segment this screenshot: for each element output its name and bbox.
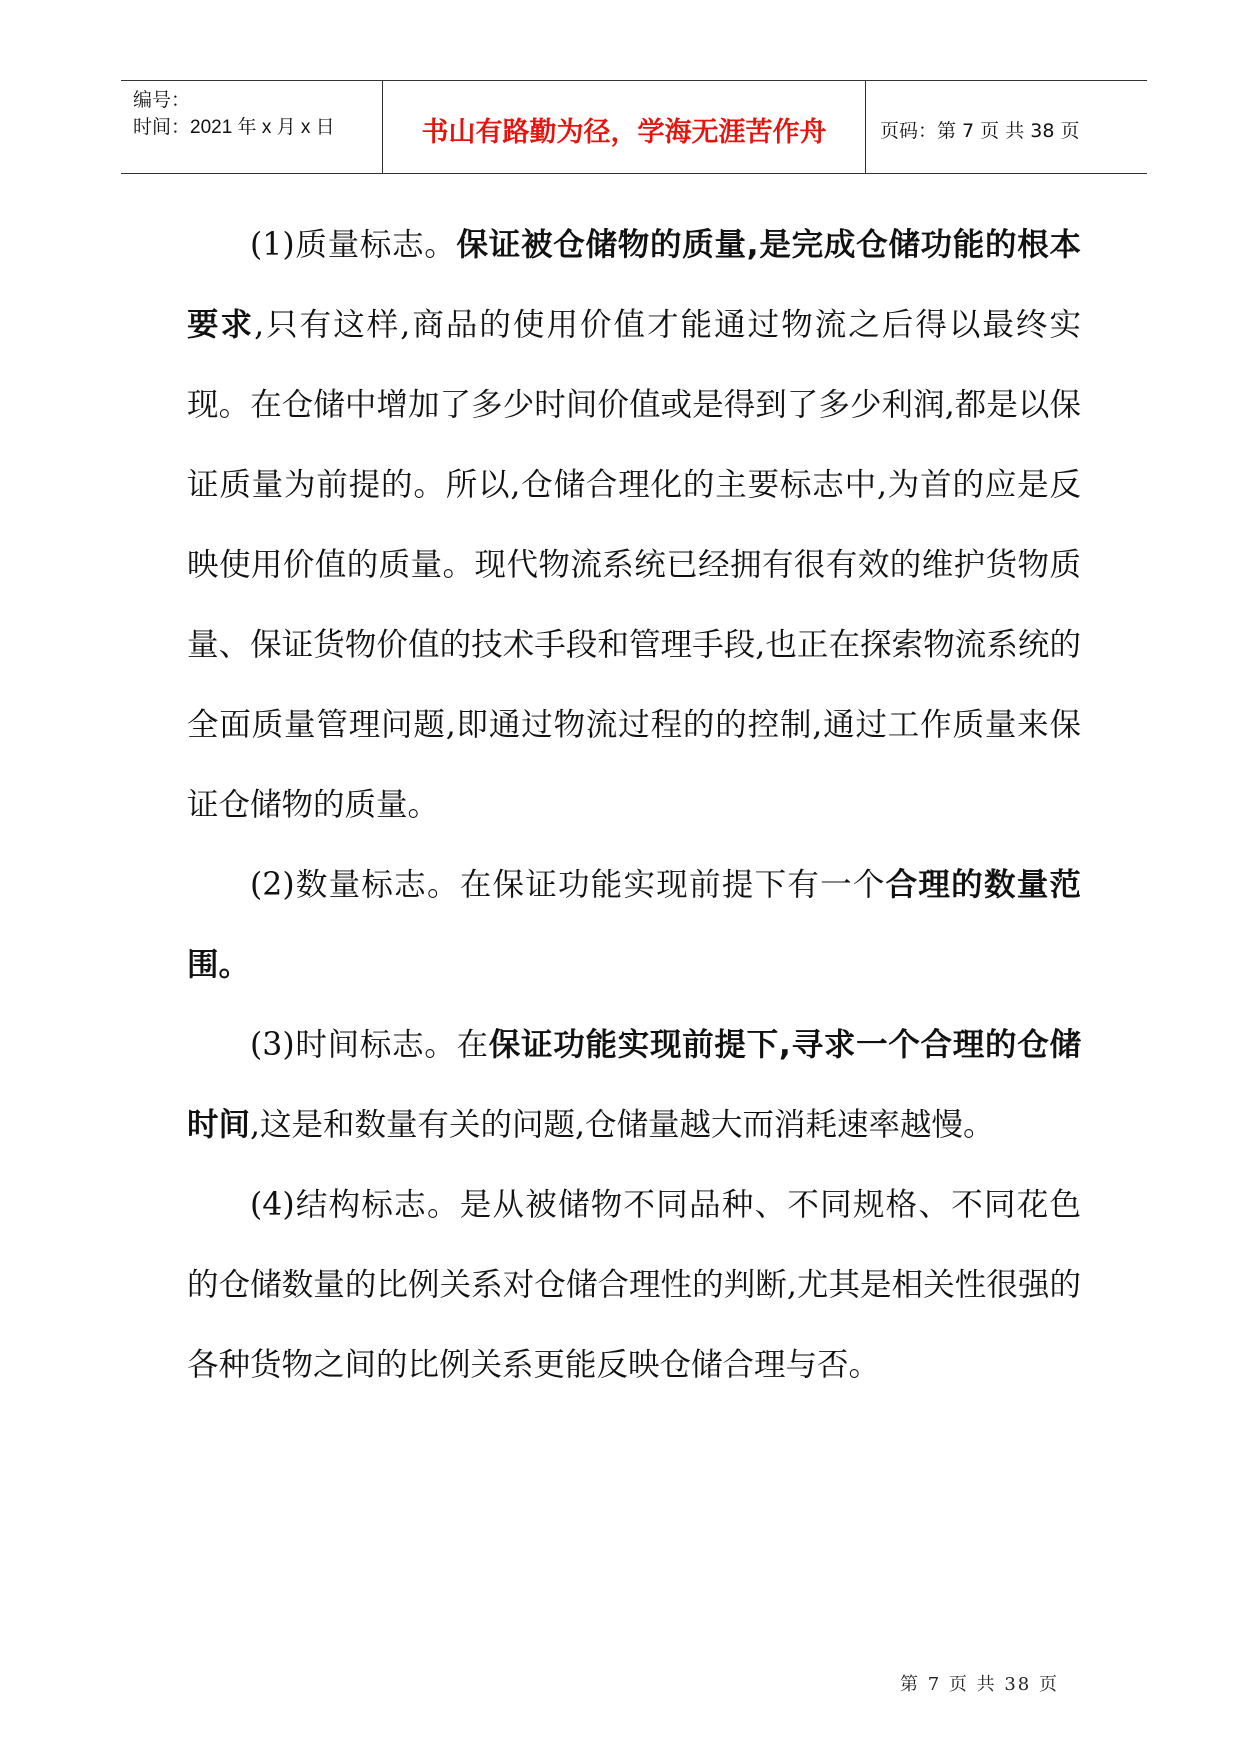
paragraph-quality — [187, 205, 1081, 845]
header-motto: 书山有路勤为径，学海无涯苦作舟 — [383, 81, 866, 173]
time-lead: (3)时间标志。在 — [250, 1027, 489, 1063]
time-emphasis: 保证功能实现前提下,寻求一个合理的仓储时间 — [187, 1027, 1082, 1143]
quantity-emphasis: 合理的数量范围。 — [187, 867, 1081, 983]
page-header — [121, 80, 1147, 174]
time-rest: ,这是和数量有关的问题,仓储量越大而消耗速率越慢。 — [250, 1107, 995, 1143]
quality-rest: ,只有这样,商品的使用价值才能通过物流之后得以最终实现。在仓储中增加了多少时间价值或是得到了多少利润,都是以保证质量为前提的。所以,仓储合理化的主要标志中,为首的应是反映使用价值的质量。现代物流系统已经拥有很有效的维护货物质量、保证货物价值的技术手段和管理手段,也正在探索物流系统的全面质量管理问题,即通过物流过程的的控制,通过工作质量来保证仓储物的质量。 — [187, 307, 1081, 823]
document-body — [187, 205, 1081, 1405]
time-label: 时间：2021 年 x 月 x 日 — [133, 117, 335, 138]
page-footer: 第 7 页 共 38 页 — [900, 1674, 1059, 1695]
serial-label: 编号： — [133, 90, 191, 111]
paragraph-structure: (4)结构标志。是从被储物不同品种、不同规格、不同花色的仓储数量的比例关系对仓储合理性的判断,尤其是相关性很强的各种货物之间的比例关系更能反映仓储合理与否。 — [187, 1187, 1081, 1383]
quantity-lead: (2)数量标志。在保证功能实现前提下有一个 — [250, 867, 886, 903]
header-meta — [121, 81, 383, 173]
paragraph-quantity — [187, 845, 1081, 1005]
quality-emphasis: 保证被仓储物的质量,是完成仓储功能的根本要求 — [187, 227, 1082, 343]
paragraph-time — [187, 1005, 1081, 1165]
header-page-info: 页码：第 7 页 共 38 页 — [880, 119, 1080, 142]
quality-lead: (1)质量标志。 — [250, 227, 457, 263]
